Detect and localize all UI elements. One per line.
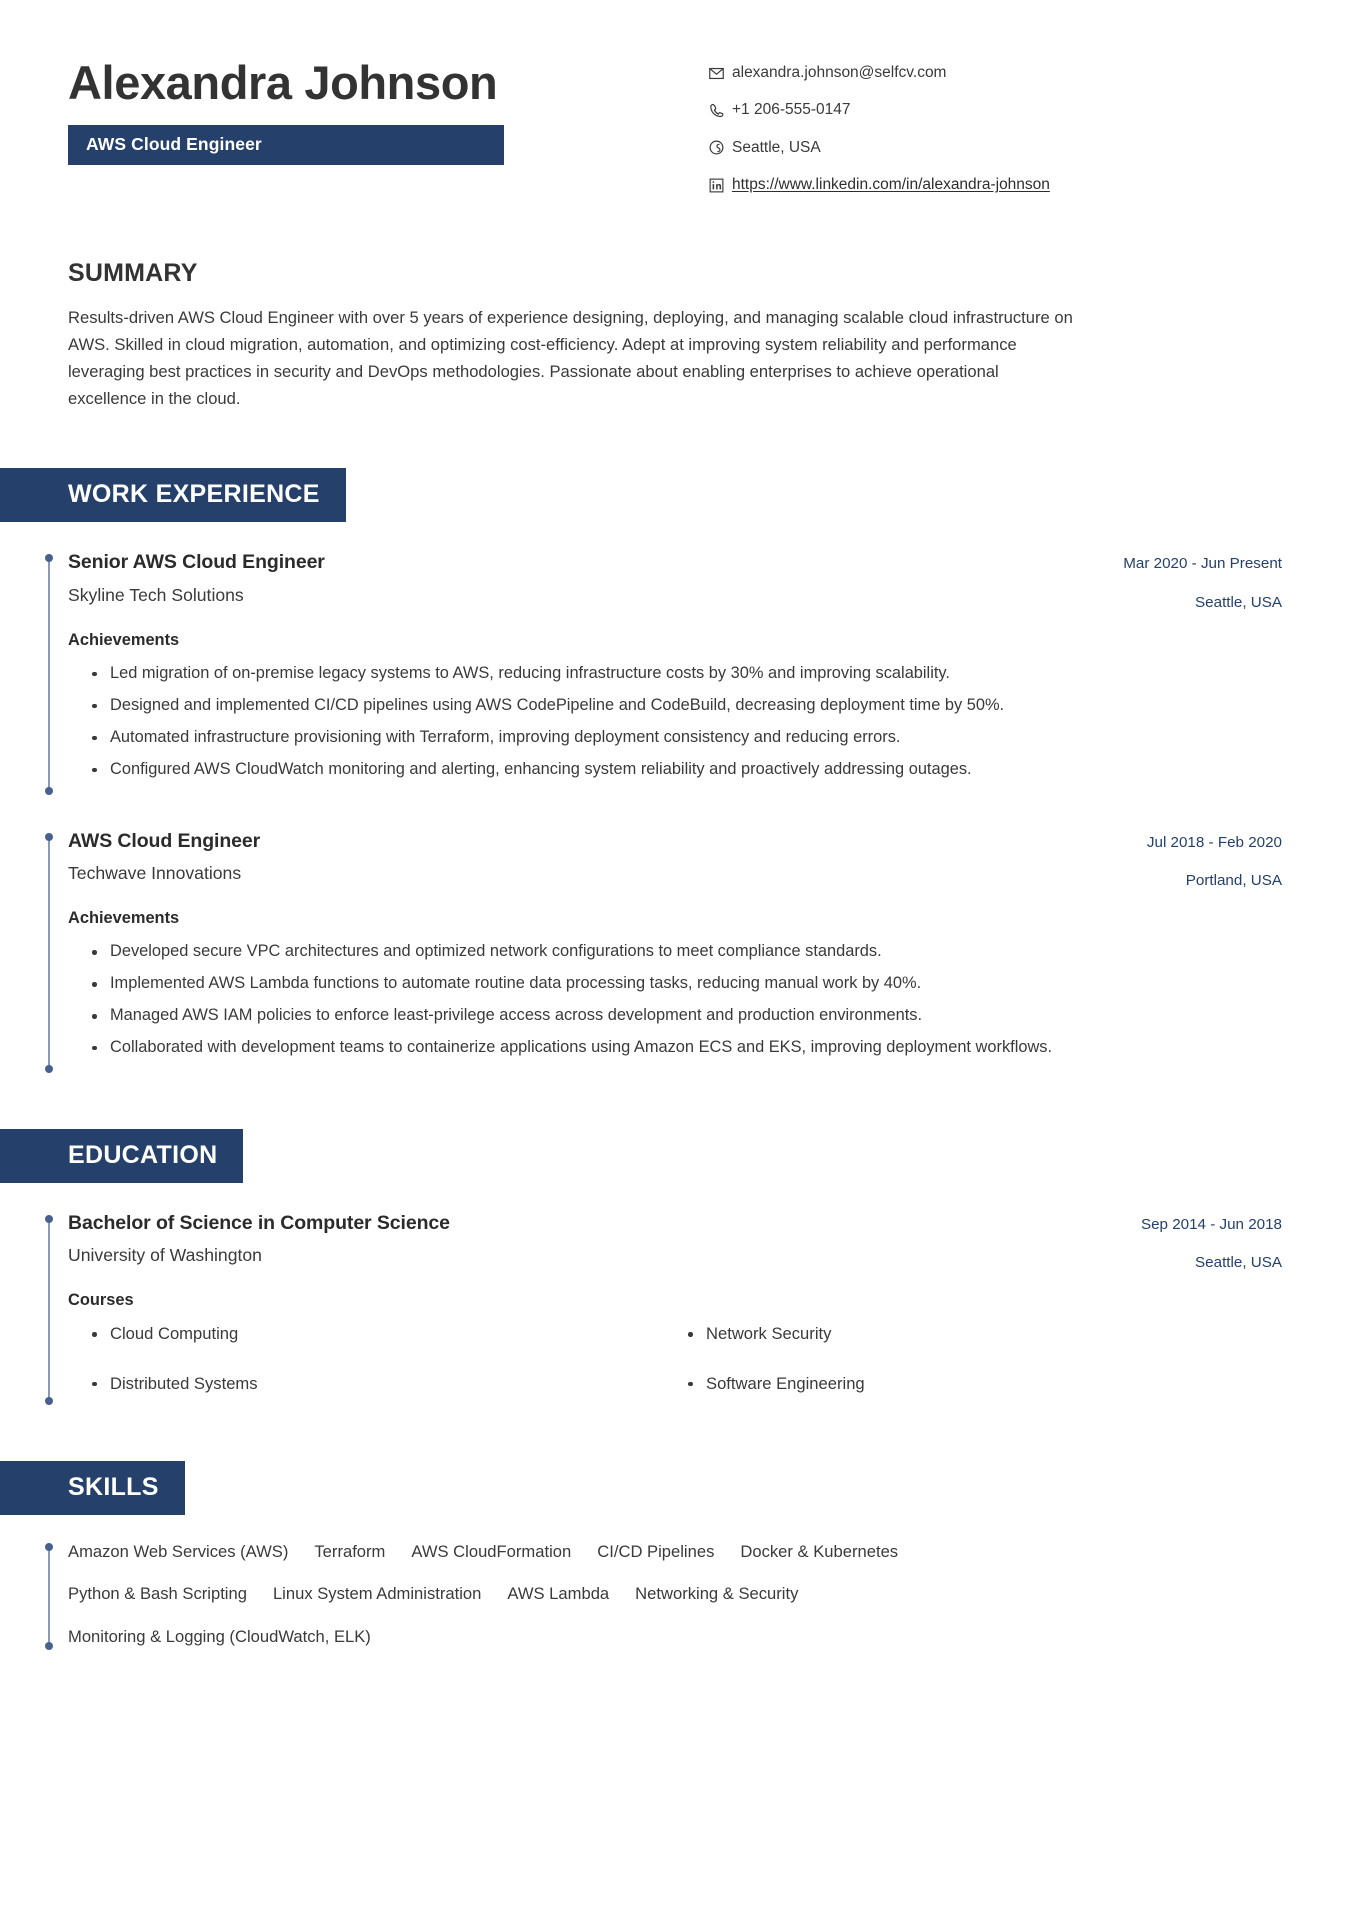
entry-location: Seattle, USA <box>1195 1254 1282 1272</box>
entry-date: Sep 2014 - Jun 2018 <box>1140 1215 1282 1233</box>
education-entries <box>0 1211 1350 1405</box>
skills-timeline-dot-bottom <box>45 1642 53 1650</box>
contact-value[interactable]: https://www.linkedin.com/in/alexandra-johnson <box>732 176 1050 194</box>
entry-header-right <box>1141 1211 1282 1274</box>
timeline-line <box>48 1218 50 1401</box>
skill-item: AWS Lambda <box>507 1584 610 1604</box>
skill-item: Terraform <box>314 1541 386 1561</box>
skill-item: Linux System Administration <box>272 1584 482 1604</box>
skills-section <box>0 1461 1350 1648</box>
contact-row <box>708 137 1282 159</box>
resume-header <box>0 52 1350 197</box>
work-experience-entries <box>0 550 1350 1073</box>
skill-item: Amazon Web Services (AWS) <box>68 1541 289 1561</box>
header-identity <box>68 52 628 165</box>
timeline-dot-top <box>45 833 53 841</box>
entry-organization: Skyline Tech Solutions <box>68 584 244 605</box>
skill-item: Monitoring & Logging (CloudWatch, ELK) <box>68 1626 371 1646</box>
entry-organization: University of Washington <box>68 1245 262 1266</box>
skill-item: AWS CloudFormation <box>411 1541 572 1561</box>
work-experience-section <box>0 468 1350 1073</box>
education-entry <box>48 1211 1282 1405</box>
course-item: Cloud Computing <box>110 1322 686 1345</box>
skill-item: CI/CD Pipelines <box>597 1541 715 1561</box>
candidate-job-title: AWS Cloud Engineer <box>68 125 504 165</box>
entry-date: Jul 2018 - Feb 2020 <box>1146 833 1282 851</box>
contact-value: +1 206-555-0147 <box>732 101 851 119</box>
achievement-item: Automated infrastructure provisioning with Terraform, improving deployment consistency and reducing errors. <box>110 725 1282 751</box>
work-entry <box>48 829 1282 1073</box>
course-item: Network Security <box>706 1322 1282 1345</box>
contact-row <box>708 99 1282 121</box>
achievement-list <box>68 939 1282 1061</box>
skill-item: Python & Bash Scripting <box>68 1584 247 1604</box>
achievement-item: Configured AWS CloudWatch monitoring and alerting, enhancing system reliability and proactively addressing outages. <box>110 757 1282 783</box>
entry-title: AWS Cloud Engineer <box>68 829 261 852</box>
achievement-item: Collaborated with development teams to containerize applications using Amazon ECS and EKS, improving deployment workflows. <box>110 1035 1282 1061</box>
work-experience-heading: WORK EXPERIENCE <box>0 468 346 522</box>
contact-value: alexandra.johnson@selfcv.com <box>732 64 947 81</box>
work-entry <box>48 550 1282 794</box>
entry-header <box>68 1211 1282 1274</box>
timeline-dot-top <box>45 554 53 562</box>
email-icon <box>708 63 732 83</box>
skill-row <box>68 1541 1282 1563</box>
timeline-dot-top <box>45 1215 53 1223</box>
entry-header-left <box>68 550 1123 606</box>
achievement-item: Implemented AWS Lambda functions to automate routine data processing tasks, reducing manual work by 40%. <box>110 971 1282 997</box>
courses-grid <box>68 1322 1282 1398</box>
globe-icon <box>708 138 732 158</box>
entry-organization: Techwave Innovations <box>68 862 242 883</box>
entry-date: Mar 2020 - Jun Present <box>1123 555 1282 573</box>
education-section <box>0 1129 1350 1405</box>
education-heading: EDUCATION <box>0 1129 243 1183</box>
entry-sub-label: Achievements <box>68 909 180 928</box>
summary-section <box>0 259 1350 413</box>
contact-row <box>708 174 1282 196</box>
entry-header <box>68 550 1282 613</box>
achievement-item: Designed and implemented CI/CD pipelines using AWS CodePipeline and CodeBuild, decreasing deployment time by 50%. <box>110 693 1282 719</box>
contact-list <box>628 52 1282 197</box>
summary-text: Results-driven AWS Cloud Engineer with over 5 years of experience designing, deploying, and managing scalable cloud infrastructure on AWS. Skilled in cloud migration, automation, and optimizing cost-efficiency. Adept at improving system reliability and performance leveraging best practices in security and DevOps methodologies. Passionate about enabling enterprises to achieve operational excellence in the cloud. <box>68 307 1073 408</box>
entry-header-left <box>68 1211 1141 1267</box>
skills-heading: SKILLS <box>0 1461 185 1515</box>
skills-timeline-dot-top <box>45 1543 53 1551</box>
entry-location: Portland, USA <box>1185 871 1282 889</box>
summary-heading: SUMMARY <box>68 258 198 287</box>
achievement-item: Led migration of on-premise legacy systems to AWS, reducing infrastructure costs by 30% and improving scalability. <box>110 661 1282 687</box>
entry-header-right <box>1123 550 1282 613</box>
achievement-list <box>68 661 1282 783</box>
entry-title: Bachelor of Science in Computer Science <box>68 1211 450 1234</box>
skills-timeline-line <box>48 1548 50 1644</box>
skill-item: Networking & Security <box>635 1584 799 1604</box>
skill-row <box>68 1583 1282 1605</box>
course-item: Distributed Systems <box>110 1372 686 1395</box>
timeline-dot-bottom <box>45 1397 53 1405</box>
achievement-item: Developed secure VPC architectures and optimized network configurations to meet compliance standards. <box>110 939 1282 965</box>
phone-icon <box>708 100 732 120</box>
timeline-line <box>48 557 50 790</box>
timeline-line <box>48 836 50 1069</box>
achievement-item: Managed AWS IAM policies to enforce least-privilege access across development and production environments. <box>110 1003 1282 1029</box>
skill-item: Docker & Kubernetes <box>740 1541 899 1561</box>
entry-sub-label: Courses <box>68 1291 134 1310</box>
course-item: Software Engineering <box>706 1372 1282 1395</box>
skills-list <box>48 1541 1282 1648</box>
entry-header-right <box>1147 829 1282 892</box>
skill-row <box>68 1626 1282 1648</box>
entry-title: Senior AWS Cloud Engineer <box>68 551 325 574</box>
entry-sub-label: Achievements <box>68 630 180 649</box>
contact-value: Seattle, USA <box>732 138 821 156</box>
entry-header-left <box>68 829 1147 885</box>
contact-row <box>708 62 1282 84</box>
entry-header <box>68 829 1282 892</box>
entry-location: Seattle, USA <box>1195 593 1282 611</box>
linkedin-icon <box>708 175 732 195</box>
timeline-dot-bottom <box>45 787 53 795</box>
timeline-dot-bottom <box>45 1065 53 1073</box>
candidate-name: Alexandra Johnson <box>68 56 498 109</box>
